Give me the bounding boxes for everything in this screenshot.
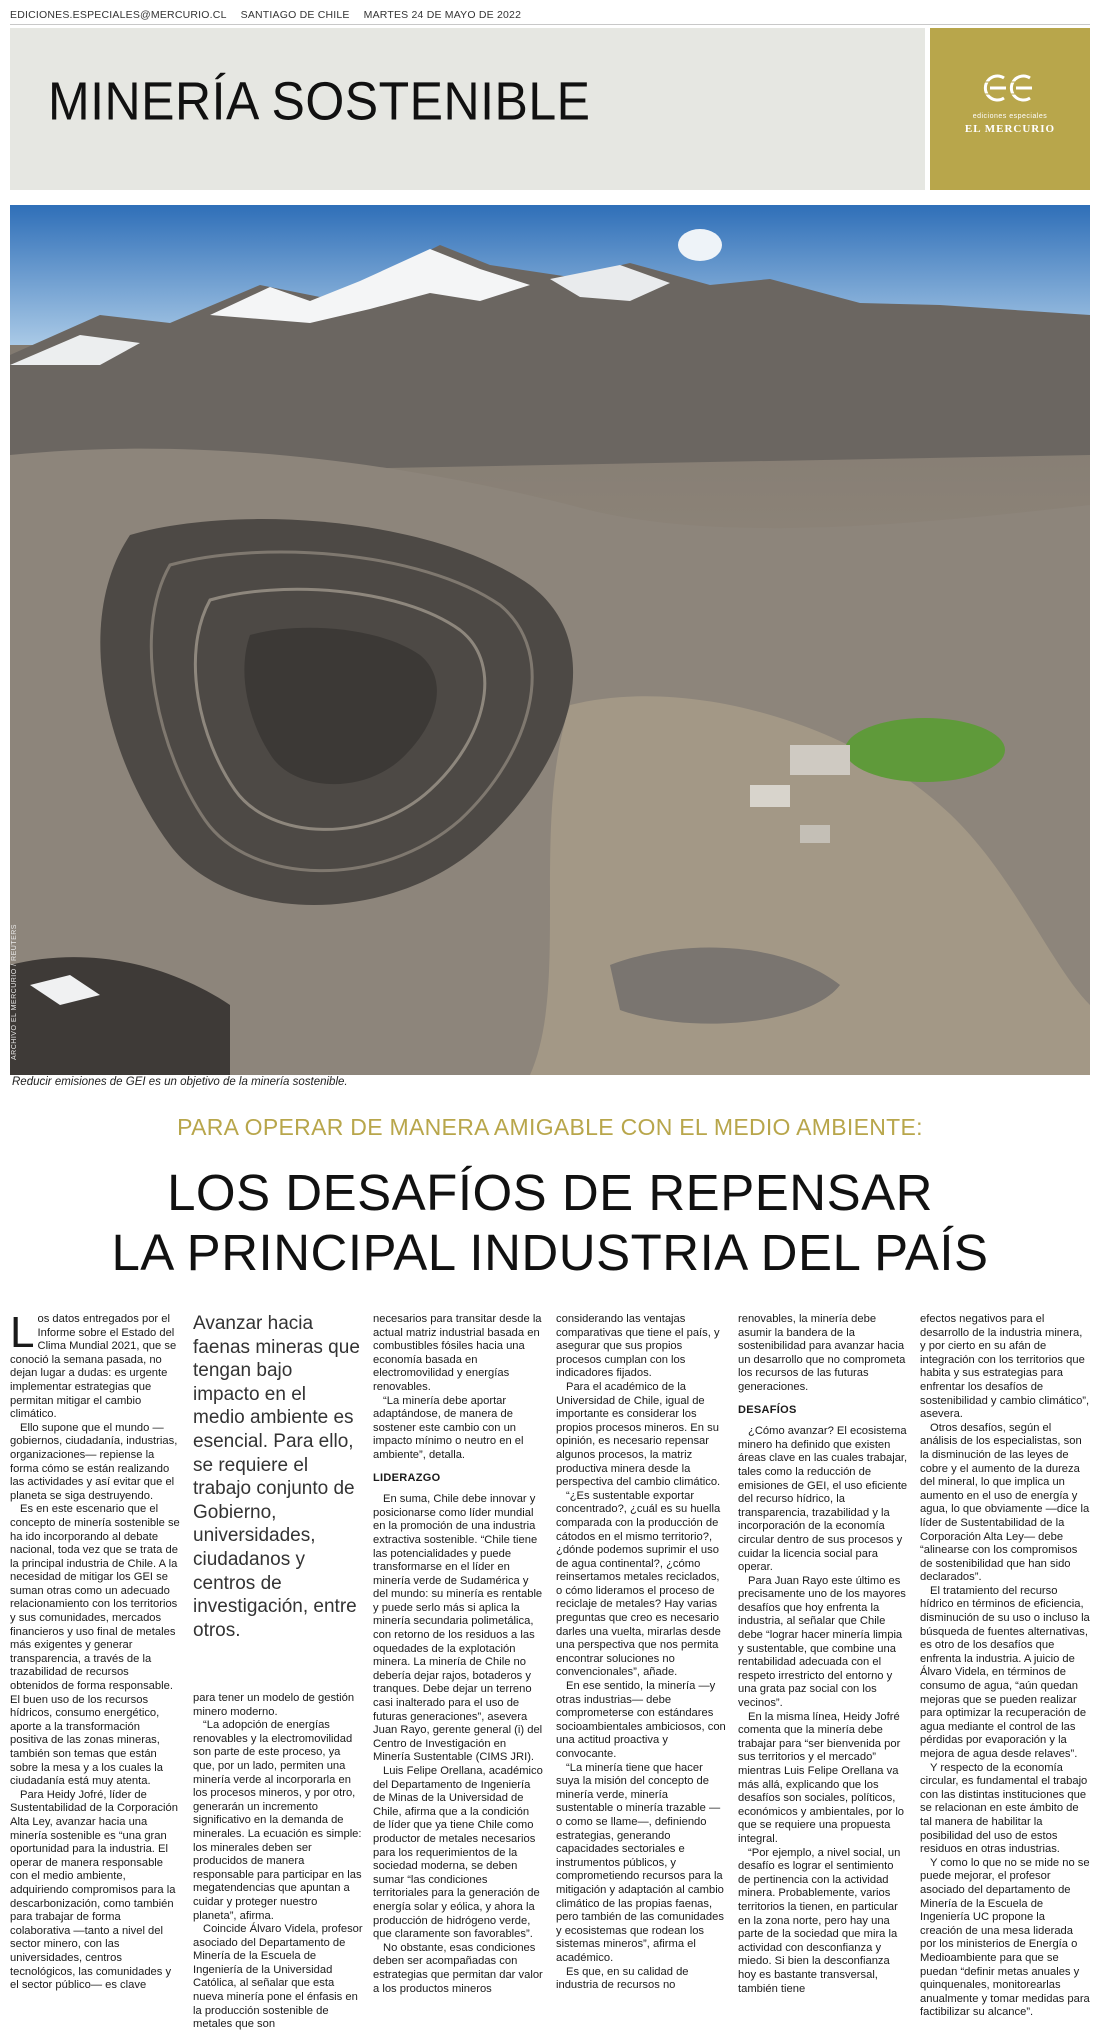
article-paragraph: para tener un modelo de gestión minero moderno. [193, 1692, 355, 1718]
logo-name: EL MERCURIO [964, 123, 1056, 135]
el-mercurio-logo [930, 28, 1090, 190]
top-bar [10, 6, 1090, 25]
contact-email[interactable]: EDICIONES.ESPECIALES@MERCURIO.CL [10, 9, 227, 21]
article-paragraph: El tratamiento del recurso hídrico en términos de eficiencia, disminución de su uso o incluso la búsqueda de fuentes alternativas, es otro de los desafíos que enfrenta la industria. A juicio de Álvaro Videla, en términos de consumo de agua, “aún quedan mejoras que se pueden realizar para optimizar la recuperación de agua mediante el control de las pérdidas por evaporación y la mejora de agua desde relaves”. [920, 1584, 1090, 1760]
mine-photo [10, 205, 1090, 1075]
article-column-3 [373, 1313, 543, 2035]
article-column-5 [738, 1313, 908, 2035]
article-column-1 [10, 1313, 180, 2035]
photo-credit: ARCHIVO EL MERCURIO / REUTERS [11, 924, 18, 1060]
article-paragraph: Para Juan Rayo este último es precisamente uno de los mayores desafíos que hoy enfrenta la industria, al señalar que Chile debe “lograr hacer minería limpia y sustentable, que combine una rentabilidad adecuada con el respeto irrestricto del entorno y una grata paz social con los vecinos”. [738, 1574, 906, 1710]
article-kicker: PARA OPERAR DE MANERA AMIGABLE CON EL MEDIO AMBIENTE: [177, 1114, 923, 1140]
logo-subtitle: ediciones especiales [972, 113, 1048, 120]
article-paragraph: Y respecto de la economía circular, es fundamental el trabajo con las distintas instituciones que se relacionan en este ámbito de tal manera de habilitar la posibilidad del uso de estos residuos en otras industrias. [920, 1761, 1088, 1856]
article-paragraph: Y como lo que no se mide no se puede mejorar, el profesor asociado del departamento de Minería de la Escuela de Ingeniería UC propone la creación de una mesa liderada por los ministerios de Energía o Medioambiente para que se puedan “definir metas anuales y quinquenales, monitorearlas anualmente y tomar medidas para factibilizar su alcance”. [920, 1856, 1090, 2019]
headline-line-2: LA PRINCIPAL INDUSTRIA DEL PAÍS [111, 1224, 989, 1281]
article-paragraph: Ello supone que el mundo —gobiernos, ciudadanía, industrias, organizaciones— repiense la forma cómo se están realizando las actividades y así evitar que el planeta se siga destruyendo. [10, 1421, 178, 1502]
date-label: MARTES 24 DE MAYO DE 2022 [363, 9, 522, 21]
article-column-2 [193, 1692, 363, 2035]
subheading-liderazgo: LIDERAZGO [373, 1471, 441, 1484]
photo-caption: Reducir emisiones de GEI es un objetivo de la minería sostenible. [12, 1076, 348, 1088]
article-paragraph [10, 1313, 180, 1422]
article-paragraph: No obstante, esas condiciones deben ser acompañadas con estrategias que permitan dar valor a los productos mineros [373, 1941, 543, 1995]
article-paragraph: considerando las ventajas comparativas que tiene el país, y asegurar que sus propios procesos cumplan con los indicadores fijados. [556, 1313, 720, 1380]
article-paragraph: renovables, la minería debe asumir la bandera de la sostenibilidad para avanzar hacia un desarrollo que no comprometa los recursos de las futuras generaciones. [738, 1313, 906, 1393]
article-paragraph: “¿Es sustentable exportar concentrado?, ¿cuál es su huella comparada con la producción de cátodos en el mismo territorio?, ¿dónde podemos suprimir el uso de agua continental?, ¿cómo reinsertamos metales reciclados, o cómo lideramos el proceso de reciclaje de metales? Hay varias preguntas que creo es necesario darles una vuelta, mirarlas desde una perspectiva que nos permita encontrar soluciones no convencionales”, añade. [556, 1489, 721, 1679]
article-paragraph: “La minería debe aportar adaptándose, de manera de sostener este cambio con un impacto mínimo o neutro en el ambiente”, detalla. [373, 1394, 524, 1461]
article-column-4 [556, 1313, 726, 2035]
ee-logo-icon [930, 70, 1090, 111]
article-paragraph: “La adopción de energías renovables y la electromovilidad son parte de este proceso, ya que, por un lado, permiten una minería verde al incorporarla en los procesos mineros, y por otro, generarán un incremento significativo en la demanda de minerales. La ecuación es simple: los minerales deben ser producidos de manera responsable para participar en las megatendencias que apuntan a cuidar y proteger nuestro planeta”, afirma. [193, 1719, 362, 1922]
paragraph-text: os datos entregados por el Informe sobre el Estado del Clima Mundial 2021, que se conoció la semana pasada, no dejan lugar a dudas: es urgente implementar estrategias que permitan mitigar el cambio climático. [10, 1313, 177, 1421]
article-paragraph: En ese sentido, la minería —y otras industrias— debe comprometerse con estándares socioambientales ambiciosos, con una actitud proactiva y convocante. [556, 1680, 726, 1760]
article-paragraph: Coincide Álvaro Videla, profesor asociado del Departamento de Minería de la Escuela de Ingeniería de la Universidad Católica, al señalar que esta nueva minería pone el énfasis en la producción sostenible de metales que son [193, 1923, 363, 2031]
article-paragraph: Para el académico de la Universidad de Chile, igual de importante es considerar los propios procesos mineros. En su opinión, es necesario repensar algunos procesos, la matriz productiva minera desde la perspectiva del cambio climático. [556, 1380, 721, 1489]
article-paragraph: En suma, Chile debe innovar y posicionarse como líder mundial en la promoción de una industria extractiva sostenible. “Chile tiene las potencialidades y puede transformarse en el líder en minería verde de Sudamérica y del mundo: su minería es rentable y puede serlo más si aplica la minería secundaria polimetálica, con retorno de los residuos a las oquedades de la explotación minera. La minería de Chile no debería dejar rajos, botaderos y tranques. Debe dejar un terreno casi inalterado para el uso de futuras generaciones”, asevera Juan Rayo, gerente general (i) del Centro de Investigación en Minería Sustentable (CIMS JRI). [373, 1493, 543, 1764]
article-paragraph: “La minería tiene que hacer suya la misión del concepto de minería verde, minería sustentable o minería trazable —o como se llame—, definiendo estrategias, generando capacidades sectoriales e instrumentos públicos, y comprometiendo recursos para la mitigación y adaptación al cambio climático de las propias faenas, pero también de las comunidades y ecosistemas que rodean los sistemas mineros”, afirma el académico. [556, 1761, 724, 1964]
pull-quote: Avanzar hacia faenas mineras que tengan bajo impacto en el medio ambiente es esencial. Para ello, se requiere el trabajo conjunto de Gobierno, universidades, ciudadanos y centros de investigación, entre otros. [193, 1313, 360, 1641]
article-column-6 [920, 1313, 1090, 2035]
article-paragraph: Otros desafíos, según el análisis de los especialistas, son la disminución de las leyes de cobre y el aumento de la dureza del mineral, lo que implica un aumento en el uso de energía y agua, lo que obviamente —dice la líder de Sustentabilidad de la Corporación Alta Ley— debe “alinearse con los compromisos de sostenibilidad que han sido declarados”. [920, 1421, 1090, 1584]
city-label: SANTIAGO DE CHILE [240, 9, 350, 21]
section-title: MINERÍA SOSTENIBLE [48, 71, 591, 132]
article-paragraph: Es que, en su calidad de industria de recursos no [556, 1965, 689, 1992]
drop-cap: L [10, 1313, 35, 1357]
subheading-desafios: DESAFÍOS [738, 1403, 797, 1416]
article-headline [0, 1163, 1100, 1283]
article-paragraph: ¿Cómo avanzar? El ecosistema minero ha definido que existen áreas clave en las cuales trabajar, tales como la reducción de emisiones de GEI, el uso eficiente del recurso hídrico, la transparencia, trazabilidad y la incorporación de la economía circular dentro de sus procesos y cuidar la licencia social para operar. [738, 1425, 908, 1574]
article-paragraph: efectos negativos para el desarrollo de la industria minera, y por cierto en su afán de integración con los territorios que habita y sus estrategias para enfrentar los desafíos de sostenibilidad y cambio climático”, asevera. [920, 1313, 1090, 1421]
article-paragraph: Para Heidy Jofré, líder de Sustentabilidad de la Corporación Alta Ley, avanzar hacia una minería sostenible es “una gran oportunidad para la industria. El operar de manera responsable con el medio ambiente, adquiriendo compromisos para la descarbonización, como también para trabajar de forma colaborativa —tanto a nivel del sector minero, con las universidades, centros tecnológicos, las comunidades y el sector público— es clave [10, 1788, 178, 1992]
article-paragraph: “Por ejemplo, a nivel social, un desafío es lograr el sentimiento de pertinencia con la actividad minera. Probablemente, varios territorios la tienen, en particular en la zona norte, pero hay una parte de la sociedad que mira la actividad con desconfianza y miedo. Si bien la desconfianza hoy es bastante transversal, también tiene [738, 1846, 901, 1995]
article-paragraph: En la misma línea, Heidy Jofré comenta que la minería debe trabajar para “ser bienvenida por sus territorios y el mercado” mientras Luis Felipe Orellana va más allá, explicando que los desafíos son sociales, políticos, económicos y ambientales, por lo que se requiere una propuesta integral. [738, 1710, 905, 1845]
article-paragraph: necesarios para transitar desde la actual matriz industrial basada en combustibles fósiles hacia una economía basada en electromovilidad y energías renovables. [373, 1313, 542, 1393]
headline-line-1: LOS DESAFÍOS DE REPENSAR [167, 1164, 933, 1221]
article-paragraph: Es en este escenario que el concepto de minería sostenible se ha ido incorporando al debate nacional, toda vez que se trata de la principal industria de Chile. A la necesidad de mitigar los GEI se suman otras como un adecuado relacionamiento con los territorios y sus comunidades, mercados financieros y uso final de metales más exigentes y generar transparencia, a través de la trazabilidad de recursos obtenidos de forma responsable. El buen uso de los recursos hídricos, consumo energético, aporte a la transformación positiva de las zonas mineras, también son temas que están sobre la mesa y a los cuales la ciudadanía está muy atenta. [10, 1503, 180, 1788]
article-paragraph: Luis Felipe Orellana, académico del Departamento de Ingeniería de Minas de la Universidad de Chile, afirma que a la condición de líder que ya tiene Chile como productor de metales necesarios para los requerimientos de la sociedad moderna, se deben sumar “las condiciones territoriales para la generación de energía solar y eólica, y ahora la producción de hidrógeno verde, que claramente son favorables”. [373, 1765, 543, 1941]
